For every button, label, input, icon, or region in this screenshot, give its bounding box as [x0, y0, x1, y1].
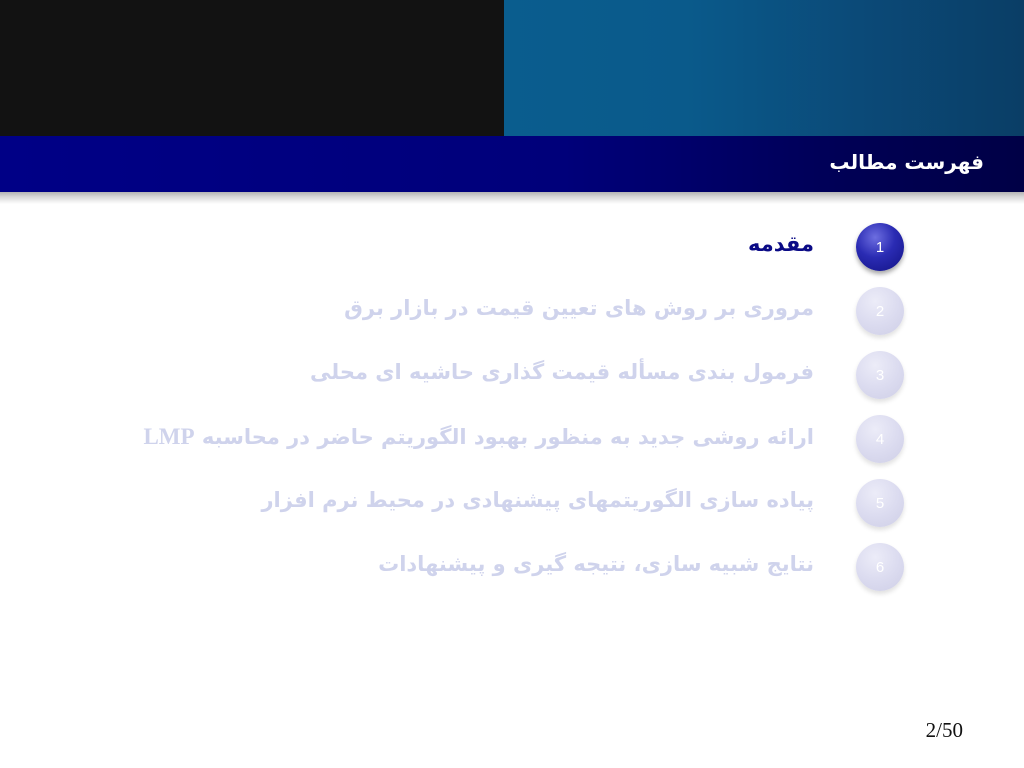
toc-number-badge: 3 [856, 351, 904, 399]
toc-number-badge: 6 [856, 543, 904, 591]
toc-number-badge: 4 [856, 415, 904, 463]
page-number: 2/50 [925, 718, 963, 742]
toc-item-label: پیاده سازی الگوریتمهای پیشنهادی در محیط نرم افزار [261, 488, 814, 512]
toc-item-label: مقدمه [748, 232, 814, 256]
toc-number-badge: 2 [856, 287, 904, 335]
title-bar-shadow [0, 192, 1024, 204]
toc-item-label: نتایج شبیه سازی، نتیجه گیری و پیشنهادات [378, 552, 814, 576]
toc-item [0, 542, 1024, 592]
toc-item [0, 478, 1024, 528]
toc-item-label: مروری بر روش های تعیین قیمت در بازار برق [344, 296, 814, 320]
toc-item-label: ارائه روشی جدید به منظور بهبود الگوریتم حاضر در محاسبه LMP [143, 424, 814, 449]
toc-number-badge: 5 [856, 479, 904, 527]
toc-item-label: فرمول بندی مسأله قیمت گذاری حاشیه ای محلی [310, 360, 814, 384]
toc-item [0, 286, 1024, 336]
toc-item [0, 350, 1024, 400]
header-gradient-panel [504, 0, 1024, 136]
slide-title: فهرست مطالب [829, 150, 984, 174]
toc-item-acronym: LMP [143, 424, 195, 449]
toc-number-badge: 1 [856, 223, 904, 271]
toc-item [0, 414, 1024, 464]
section-nav-panel [0, 0, 504, 136]
toc-item [0, 222, 1024, 272]
